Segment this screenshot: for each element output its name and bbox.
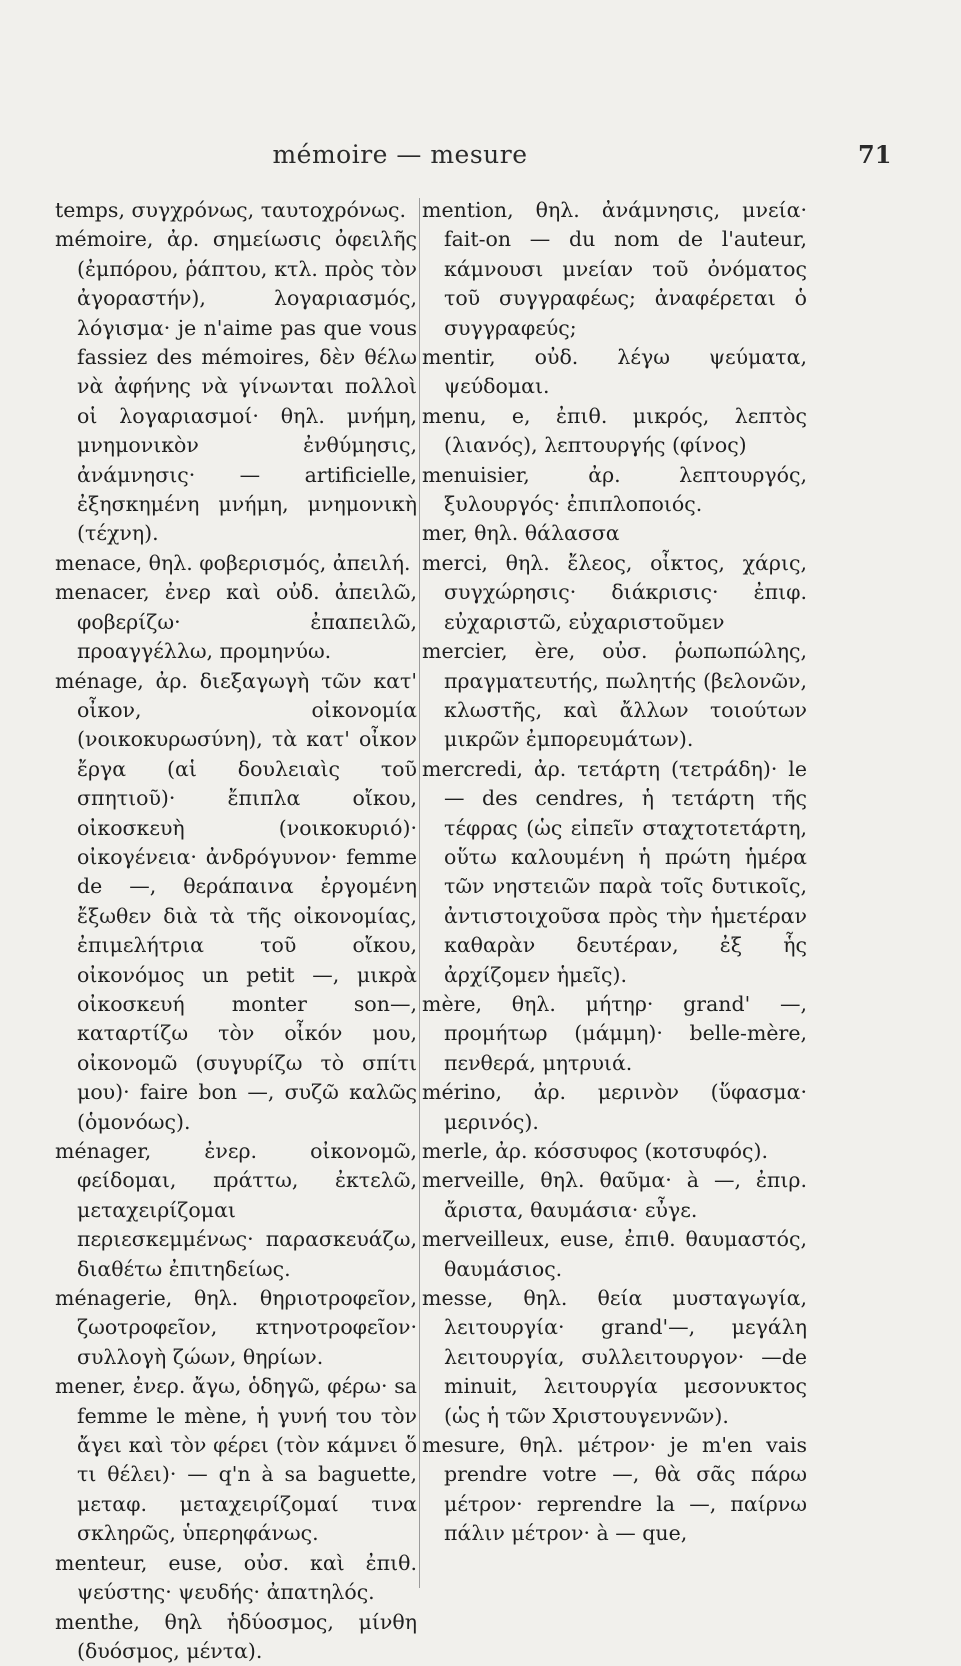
dictionary-entry: messe, θηλ. θεία μυσταγωγία, λειτουργία· grand'—, μεγάλη λειτουργία, συλλειτουργον· —de minuit, λειτουργία μεσονυκτος (ὡς ἡ τῶν Χριστουγεννῶν).: [422, 1284, 807, 1431]
dictionary-entry: mention, θηλ. ἀνάμνησις, μνεία· fait-on — du nom de l'auteur, κάμνουσι μνείαν τοῦ ὀνόματος τοῦ συγγραφέως; ἀναφέρεται ὁ συγγραφεύς;: [422, 196, 807, 343]
dictionary-entry: mener, ἐνερ. ἄγω, ὁδηγῶ, φέρω· sa femme le mène, ἡ γυνή του τὸν ἄγει καὶ τὸν φέρει (τὸν κάμνει ὅ τι θέλει)· — q'n à sa baguette, μεταφ. μεταχειρίζομαί τινα σκληρῶς, ὑπερηφάνως.: [55, 1372, 417, 1548]
dictionary-entry: mémoire, ἀρ. σημείωσις ὀφειλῆς (ἐμπόρου, ῥάπτου, κτλ. πρὸς τὸν ἀγοραστήν), λογαριασμός, λόγισμα· je n'aime pas que vous fassiez des mémoires, δὲν θέλω νὰ ἀφήνης νὰ γίνωνται πολλοὶ οἱ λογαριασμοί· θηλ. μνήμη, μνημονικὸν ἐνθύμησις, ἀνάμνησις· — artificielle, ἐξησκημένη μνήμη, μνημονικὴ (τέχνη).: [55, 225, 417, 548]
dictionary-entry: ménagerie, θηλ. θηριοτροφεῖον, ζωοτροφεῖον, κτηνοτροφεῖον· συλλογὴ ζώων, θηρίων.: [55, 1284, 417, 1372]
dictionary-entry: mère, θηλ. μήτηρ· grand' —, προμήτωρ (μάμμη)· belle-mère, πενθερά, μητρυιά.: [422, 990, 807, 1078]
running-head: mémoire — mesure: [0, 140, 800, 169]
dictionary-entry: menthe, θηλ ἡδύοσμος, μίνθη (δυόσμος, μέντα).: [55, 1608, 417, 1666]
dictionary-entry: ménager, ἐνερ. οἰκονομῶ, φείδομαι, πράττω, ἐκτελῶ, μεταχειρίζομαι περιεσκεμμένως· παρασκευάζω, διαθέτω ἐπιτηδείως.: [55, 1137, 417, 1284]
page-number: 71: [858, 140, 891, 169]
column-divider: [419, 198, 420, 1588]
dictionary-entry: menace, θηλ. φοβερισμός, ἀπειλή.: [55, 549, 417, 578]
dictionary-entry: merveilleux, euse, ἐπιθ. θαυμαστός, θαυμάσιος.: [422, 1225, 807, 1284]
dictionary-entry: mérino, ἀρ. μερινὸν (ὕφασμα· μερινός).: [422, 1078, 807, 1137]
dictionary-entry: mercredi, ἀρ. τετάρτη (τετράδη)· le — des cendres, ἡ τετάρτη τῆς τέφρας (ὡς εἰπεῖν σταχτοτετάρτη, οὕτω καλουμένη ἡ πρώτη ἡμέρα τῶν νηστειῶν παρὰ τοῖς δυτικοῖς, ἀντιστοιχοῦσα πρὸς τὴν ἡμετέραν καθαρὰν δευτέραν, ἐξ ἧς ἀρχίζομεν ἡμεῖς).: [422, 755, 807, 990]
dictionary-entry: merci, θηλ. ἔλεος, οἶκτος, χάρις, συγχώρησις· διάκρισις· ἐπιφ. εὐχαριστῶ, εὐχαριστοῦμεν: [422, 549, 807, 637]
left-column: [55, 196, 417, 1666]
dictionary-entry: menuisier, ἀρ. λεπτουργός, ξυλουργός· ἐπιπλοποιός.: [422, 461, 807, 520]
dictionary-entry: mentir, οὐδ. λέγω ψεύματα, ψεύδομαι.: [422, 343, 807, 402]
page-header: [0, 140, 961, 176]
dictionary-entry: menacer, ἐνερ καὶ οὐδ. ἀπειλῶ, φοβερίζω· ἐπαπειλῶ, προαγγέλλω, προμηνύω.: [55, 578, 417, 666]
dictionary-entry: mercier, ère, οὐσ. ῥωπωπώλης, πραγματευτής, πωλητής (βελονῶν, κλωστῆς, καὶ ἄλλων τοιούτων μικρῶν ἐμπορευμάτων).: [422, 637, 807, 755]
dictionary-entry: mer, θηλ. θάλασσα: [422, 519, 807, 548]
dictionary-entry: merveille, θηλ. θαῦμα· à —, ἐπιρ. ἄριστα, θαυμάσια· εὖγε.: [422, 1166, 807, 1225]
dictionary-entry: merle, ἀρ. κόσσυφος (κοτσυφός).: [422, 1137, 807, 1166]
dictionary-entry: menteur, euse, οὐσ. καὶ ἐπιθ. ψεύστης· ψευδής· ἀπατηλός.: [55, 1549, 417, 1608]
right-column: [422, 196, 807, 1549]
dictionary-entry: menu, e, ἐπιθ. μικρός, λεπτὸς (λιανός), λεπτουργής (φίνος): [422, 402, 807, 461]
dictionary-entry: temps, συγχρόνως, ταυτοχρόνως.: [55, 196, 417, 225]
dictionary-entry: mesure, θηλ. μέτρον· je m'en vais prendre votre —, θὰ σᾶς πάρω μέτρον· reprendre la —, παίρνω πάλιν μέτρον· à — que,: [422, 1431, 807, 1549]
dictionary-entry: ménage, ἀρ. διεξαγωγὴ τῶν κατ' οἶκον, οἰκονομία (νοικοκυρωσύνη), τὰ κατ' οἶκον ἔργα (αἱ δουλειαὶς τοῦ σπητιοῦ)· ἔπιπλα οἴκου, οἰκοσκευὴ (νοικοκυριό)· οἰκογένεια· ἀνδρόγυνον· femme de —, θεράπαινα ἐργομένη ἔξωθεν διὰ τὰ τῆς οἰκονομίας, ἐπιμελήτρια τοῦ οἴκου, οἰκονόμος un petit —, μικρὰ οἰκοσκευή monter son—, καταρτίζω τὸν οἶκόν μου, οἰκονομῶ (συγυρίζω τὸ σπίτι μου)· faire bon —, συζῶ καλῶς (ὁμονόως).: [55, 667, 417, 1138]
